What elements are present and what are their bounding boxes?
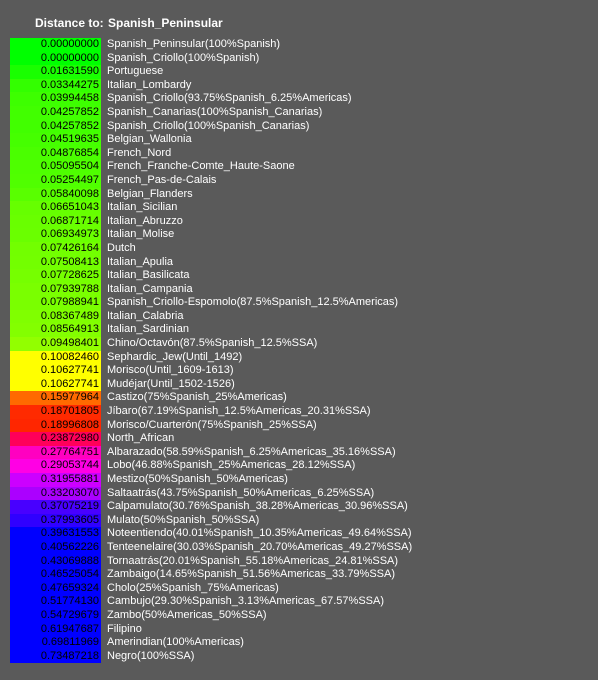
table-row [10, 364, 590, 378]
target-population-label: Spanish_Peninsular [108, 16, 223, 30]
population-name: Spanish_Criollo(93.75%Spanish_6.25%Americas) [107, 92, 352, 105]
table-row [10, 650, 590, 664]
table-row [10, 52, 590, 66]
population-name: Italian_Abruzzo [107, 214, 183, 227]
distance-value: 0.06934973 [40, 228, 99, 241]
table-row [10, 201, 590, 215]
distance-value: 0.46525054 [40, 568, 99, 581]
distance-value: 0.33203070 [40, 486, 99, 499]
distance-value: 0.01631590 [40, 65, 99, 78]
distance-value: 0.18701805 [40, 405, 99, 418]
table-row [10, 432, 590, 446]
table-row [10, 636, 590, 650]
table-row [10, 446, 590, 460]
distance-value: 0.15977964 [40, 391, 99, 404]
population-name: Filipino [107, 622, 142, 635]
population-name: Dutch [107, 241, 136, 254]
table-row [10, 188, 590, 202]
table-row [10, 527, 590, 541]
distance-value: 0.07728625 [40, 269, 99, 282]
distance-value: 0.23872980 [40, 432, 99, 445]
population-name: Zambaigo(14.65%Spanish_51.56%Americas_33.79%SSA) [107, 568, 396, 581]
distance-value: 0.08367489 [40, 309, 99, 322]
distance-value: 0.04257852 [40, 119, 99, 132]
distance-value: 0.37993605 [40, 513, 99, 526]
distance-table [10, 38, 590, 663]
table-row [10, 38, 590, 52]
table-row [10, 391, 590, 405]
population-name: Sephardic_Jew(Until_1492) [107, 350, 243, 363]
distance-value: 0.05254497 [40, 173, 99, 186]
population-name: Belgian_Wallonia [107, 133, 192, 146]
distance-value: 0.18996808 [40, 418, 99, 431]
population-name: Mudéjar(Until_1502-1526) [107, 377, 235, 390]
population-name: Belgian_Flanders [107, 187, 193, 200]
table-row [10, 79, 590, 93]
population-name: Italian_Basilicata [107, 269, 190, 282]
table-header [0, 16, 598, 30]
population-name: French_Nord [107, 146, 172, 159]
distance-value: 0.07426164 [40, 241, 99, 254]
distance-value: 0.04257852 [40, 105, 99, 118]
population-name: Lobo(46.88%Spanish_25%Americas_28.12%SSA) [107, 459, 356, 472]
distance-value: 0.07988941 [40, 296, 99, 309]
table-row [10, 65, 590, 79]
distance-value: 0.08564913 [40, 323, 99, 336]
distance-value: 0.04876854 [40, 146, 99, 159]
distance-value: 0.51774130 [40, 595, 99, 608]
table-row [10, 609, 590, 623]
table-row [10, 269, 590, 283]
population-name: Italian_Molise [107, 228, 175, 241]
distance-value: 0.54729679 [40, 608, 99, 621]
table-row [10, 378, 590, 392]
table-row [10, 337, 590, 351]
population-name: Italian_Sicilian [107, 201, 178, 214]
distance-value: 0.69811969 [41, 636, 99, 649]
population-name: Mulato(50%Spanish_50%SSA) [107, 513, 260, 526]
table-row [10, 351, 590, 365]
population-name: Calpamulato(30.76%Spanish_38.28%Americas_30.96%SSA) [107, 500, 408, 513]
population-name: Amerindian(100%Americas) [107, 636, 244, 649]
table-row [10, 582, 590, 596]
population-name: Noteentiendo(40.01%Spanish_10.35%Americas_49.64%SSA) [107, 527, 412, 540]
table-row [10, 160, 590, 174]
table-row [10, 147, 590, 161]
table-row [10, 120, 590, 134]
population-name: French_Franche-Comte_Haute-Saone [107, 160, 295, 173]
population-name: Saltaatrás(43.75%Spanish_50%Americas_6.25%SSA) [107, 486, 375, 499]
distance-value: 0.73487218 [40, 649, 99, 662]
table-row [10, 174, 590, 188]
distance-value: 0.00000000 [40, 38, 99, 50]
table-row [10, 623, 590, 637]
population-name: Spanish_Criollo(100%Spanish_Canarias) [107, 119, 310, 132]
distance-value: 0.00000000 [40, 51, 99, 64]
table-row [10, 487, 590, 501]
table-row [10, 283, 590, 297]
table-row [10, 419, 590, 433]
population-name: Zambo(50%Americas_50%SSA) [107, 608, 267, 621]
table-row [10, 106, 590, 120]
population-name: Italian_Calabria [107, 309, 184, 322]
distance-value: 0.04519635 [40, 133, 99, 146]
distance-value: 0.03994458 [40, 92, 99, 105]
population-name: Albarazado(58.59%Spanish_6.25%Americas_35.16%SSA) [107, 445, 396, 458]
distance-value: 0.07508413 [40, 255, 99, 268]
population-name: Morisco/Cuarterón(75%Spanish_25%SSA) [107, 418, 317, 431]
distance-to-label: Distance to: [35, 16, 104, 30]
distance-value: 0.05095504 [40, 160, 99, 173]
population-name: Castizo(75%Spanish_25%Americas) [107, 391, 287, 404]
distance-value: 0.05840098 [40, 187, 99, 200]
population-name: Spanish_Canarias(100%Spanish_Canarias) [107, 105, 323, 118]
table-row [10, 228, 590, 242]
population-name: Italian_Campania [107, 282, 193, 295]
distance-value: 0.10627741 [40, 377, 99, 390]
table-row [10, 323, 590, 337]
population-name: North_African [107, 432, 175, 445]
population-name: Spanish_Criollo-Espomolo(87.5%Spanish_12.5%Americas) [107, 296, 399, 309]
population-name: Cholo(25%Spanish_75%Americas) [107, 581, 279, 594]
distance-value: 0.10082460 [40, 350, 99, 363]
population-name: Jíbaro(67.19%Spanish_12.5%Americas_20.31%SSA) [107, 405, 371, 418]
distance-value: 0.40562226 [40, 540, 99, 553]
distance-value: 0.09498401 [40, 337, 99, 350]
table-row [10, 242, 590, 256]
table-row [10, 555, 590, 569]
table-row [10, 568, 590, 582]
population-name: Negro(100%SSA) [107, 649, 195, 662]
distance-value: 0.37075219 [40, 500, 99, 513]
distance-value: 0.03344275 [40, 78, 99, 91]
table-row [10, 215, 590, 229]
table-row [10, 133, 590, 147]
population-name: Chino/Octavón(87.5%Spanish_12.5%SSA) [107, 337, 318, 350]
distance-value: 0.39631553 [40, 527, 99, 540]
distance-value: 0.29053744 [40, 459, 99, 472]
population-name: Spanish_Criollo(100%Spanish) [107, 51, 260, 64]
population-name: French_Pas-de-Calais [107, 173, 217, 186]
distance-value: 0.61947687 [40, 622, 99, 635]
population-name: Portuguese [107, 65, 164, 78]
table-row [10, 310, 590, 324]
table-row [10, 473, 590, 487]
population-name: Cambujo(29.30%Spanish_3.13%Americas_67.57%SSA) [107, 595, 384, 608]
table-row [10, 256, 590, 270]
table-row [10, 92, 590, 106]
distance-value: 0.07939788 [40, 282, 99, 295]
table-row [10, 459, 590, 473]
table-row [10, 500, 590, 514]
population-name: Mestizo(50%Spanish_50%Americas) [107, 473, 288, 485]
population-name: Spanish_Peninsular(100%Spanish) [107, 38, 281, 50]
population-name: Italian_Lombardy [107, 78, 192, 91]
distance-value: 0.43069888 [40, 554, 99, 567]
table-row [10, 541, 590, 555]
table-row [10, 296, 590, 310]
population-name: Tenteenelaire(30.03%Spanish_20.70%Americas_49.27%SSA) [107, 540, 413, 553]
distance-value: 0.10627741 [40, 364, 99, 377]
table-row [10, 595, 590, 609]
population-name: Morisco(Until_1609-1613) [107, 364, 234, 377]
population-name: Italian_Sardinian [107, 323, 189, 336]
distance-value: 0.27764751 [40, 445, 99, 458]
distance-value: 0.06871714 [40, 214, 99, 227]
distance-value: 0.47659324 [40, 581, 99, 594]
table-row [10, 405, 590, 419]
population-name: Italian_Apulia [107, 255, 174, 268]
table-row [10, 514, 590, 528]
distance-value: 0.06651043 [40, 201, 99, 214]
distance-value: 0.31955881 [40, 473, 99, 485]
population-name: Tornaatrás(20.01%Spanish_55.18%Americas_24.81%SSA) [107, 554, 399, 567]
